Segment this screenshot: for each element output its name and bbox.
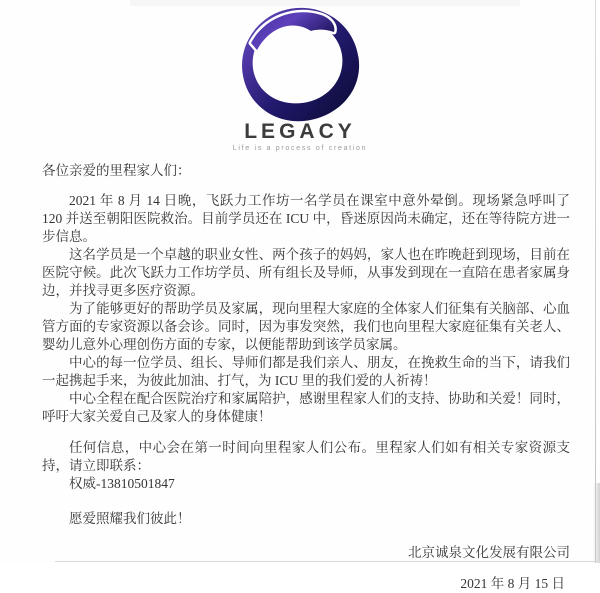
salutation: 各位亲爱的里程家人们： <box>42 163 191 178</box>
contact-phone: 权威-13810501847 <box>69 476 175 491</box>
logo-tagline: Life is a process of creation <box>232 145 368 152</box>
photo-bottom-edge <box>55 561 600 562</box>
paragraph-thanks: 中心全程在配合医院治疗和家属陪护，感谢里程家人们的支持、协助和关爱！同时，呼吁大家关爱自己及家人的身体健康！ <box>42 391 570 424</box>
legacy-swirl-icon <box>236 5 364 123</box>
letter-body <box>0 152 600 593</box>
signature-company: 北京诚泉文化发展有限公司 <box>408 545 570 560</box>
signature-date: 2021 年 8 月 15 日 <box>460 576 565 591</box>
paragraph-incident: 2021 年 8 月 14 日晚，飞跃力工作坊一名学员在课室中意外晕倒。现场紧急呼叫了 120 并送至朝阳医院救治。目前学员还在 ICU 中，昏迷原因尚未确定，还在等待院方进一步信息。 <box>42 193 570 244</box>
logo-wordmark: LEGACY <box>244 120 356 143</box>
photo-right-edge <box>595 0 596 563</box>
paragraph-contact-notice: 任何信息，中心会在第一时间向里程家人们公布。里程家人们如有相关专家资源支持，请立即联系： <box>42 440 570 473</box>
legacy-logo <box>0 0 600 152</box>
paragraph-student-status: 这名学员是一个卓越的职业女性、两个孩子的妈妈，家人也在昨晚赶到现场，目前在医院守候。此次飞跃力工作坊学员、所有组长及导师，从事发到现在一直陪在患者家属身边，并找寻更多医疗资源。 <box>42 247 570 298</box>
paragraph-expert-request: 为了能够更好的帮助学员及家属，现向里程大家庭的全体家人们征集有关脑部、心血管方面的专家资源以备会诊。同时，因为事发突然，我们也向里程大家庭征集有关老人、婴幼儿意外心理创伤方面的专家，以便能帮助到该学员家属。 <box>42 301 570 352</box>
photo-corner-shade <box>593 483 600 563</box>
closing-blessing: 愿爱照耀我们彼此！ <box>69 511 191 526</box>
photo-top-smudge <box>130 0 520 6</box>
paragraph-pray: 中心的每一位学员、组长、导师们都是我们亲人、朋友，在挽救生命的当下，请我们一起携起手来，为彼此加油、打气，为 ICU 里的我们爱的人祈祷！ <box>42 355 570 388</box>
